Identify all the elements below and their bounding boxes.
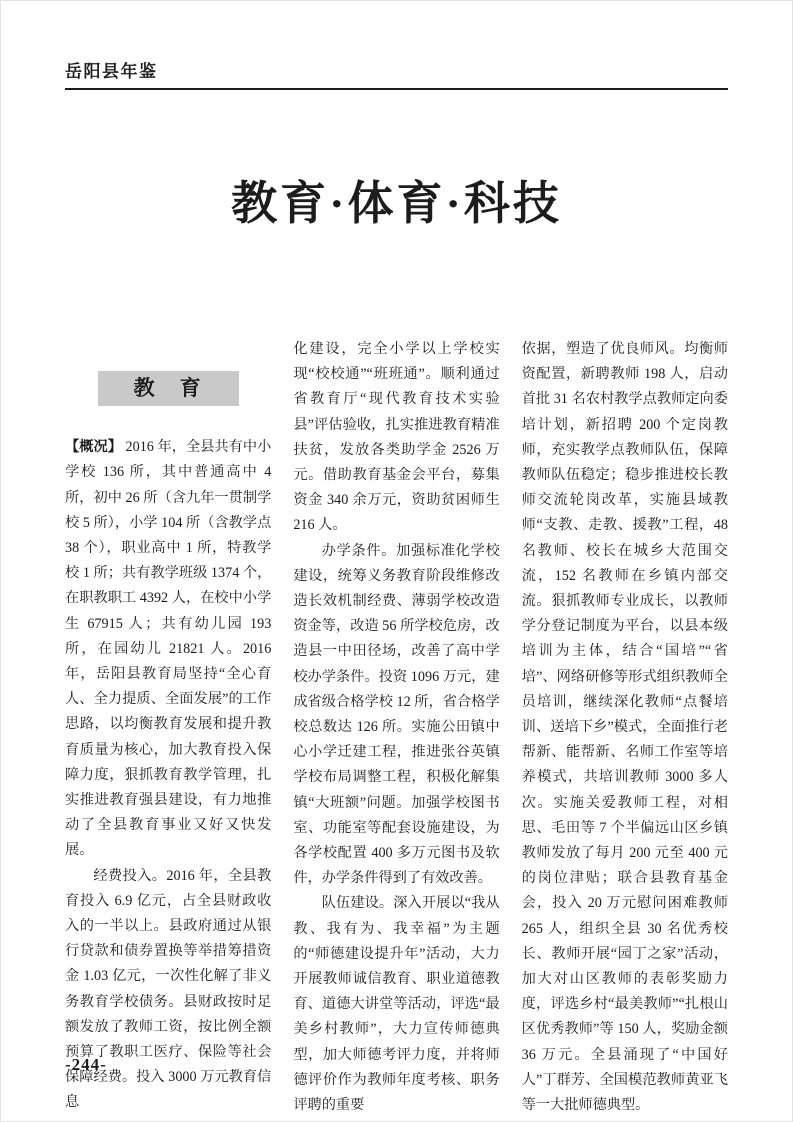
paragraph: 化建设，完全小学以上学校实现“校校通”“班班通”。顺利通过省教育厅“现代教育技术实验县”评估验收，扎实推进教育精准扶贫，发放各类助学金 2526 万元。借助教育基金会平台，募集资金 340 余万元，资助贫困师生 216 人。 bbox=[293, 341, 500, 534]
header-rule bbox=[65, 88, 728, 90]
column-3-text bbox=[522, 337, 728, 1118]
section-heading: 教 育 bbox=[98, 371, 239, 406]
paragraph: 经费投入。2016 年，全县教育投入 6.9 亿元，占全县财政收入的一半以上。县政府通过从银行贷款和债券置换等举措筹措资金 1.03 亿元，一次性化解了非义务教育学校债务。县财政按时足额发放了教师工资，按比例全额预算了教职工医疗、保险等社会保障经费。投入 3000 万元教育信息 bbox=[65, 867, 272, 1111]
paragraph: 办学条件。加强标准化学校建设，统筹义务教育阶段维修改造长效机制经费、薄弱学校改造资金等，改造 56 所学校危房，改造县一中田径场，改善了高中学校办学条件。投资 1096 万元，建成省级合格学校 12 所，省合格学校总数达 126 所。实施公田镇中心小学迁建工程，推进张谷英镇学校布局调整工程，积极化解集镇“大班额”问题。加强学校图书室、功能室等配套设施建设，为各学校配置 400 多万元图书及软件，办学条件得到了有效改善。 bbox=[293, 542, 500, 887]
column-1-text bbox=[65, 435, 271, 1115]
section-heading-wrap bbox=[65, 371, 271, 406]
page-number: -244- bbox=[65, 1055, 107, 1074]
page-title: 教育·体育·科技 bbox=[231, 178, 562, 229]
paragraph-lead: 【概况】 bbox=[65, 439, 122, 456]
column-3 bbox=[521, 337, 728, 1114]
paragraph: 依据，塑造了优良师风。均衡师资配置，新聘教师 198 人，启动首批 31 名农村教学点教师定向委培计划，新招聘 200 个定岗教师，充实教学点教师队伍，保障教师队伍稳定；稳步推进校长教师交流轮岗改革，实施县域教师“支教、走教、援教”工程，48 名教师、校长在城乡大范围交流，152 名教师在乡镇内部交流。狠抓教师专业成长，以教师学分登记制度为平台，以县本级培训为主体，结合“国培”“省培”、网络研修等形式组织教师全员培训，继续深化教师“点餐培训、送培下乡”模式，全面推行老帮新、能帮新、名师工作室等培养模式，共培训教师 3000 多人次。实施关爱教师工程，对相思、毛田等 7 个半偏远山区乡镇教师发放了每月 200 元至 400 元的岗位津贴；联合县教育基金会，投入 20 万元慰问困难教师 265 人，组织全县 30 名优秀校长、教师开展“园丁之家”活动，加大对山区教师的表彰奖励力度，评选乡村“最美教师”“扎根山区优秀教师”等 150 人，奖励金额 36 万元。全县涌现了“中国好人”丁群芳、全国模范教师黄亚飞等一大批师德典型。 bbox=[521, 341, 728, 1114]
paragraph: 队伍建设。深入开展以“我从教、我有为、我幸福”为主题的“师德建设提升年”活动，大力开展教师诚信教育、职业道德教育、道德大讲堂等活动，评选“最美乡村教师”，大力宣传师德典型，加大师德考评力度，并将师德评价作为教师年度考核、职务评聘的重要 bbox=[293, 895, 500, 1114]
running-header: 岳阳县年鉴 bbox=[65, 62, 158, 81]
column-2 bbox=[293, 337, 500, 1114]
paragraph: 【概况】 2016 年，全县共有中小学校 136 所，其中普通高中 4 所，初中 26 所（含九年一贯制学校 5 所），小学 104 所（含教学点 38 个），职业高中 1 所，特教学校 1 所；共有教学班级 1374 个，在职教职工 4392 人，在校中小学生 67915 人；共有幼儿园 193 所，在园幼儿 21821 人。2016 年，岳阳县教育局坚持“全心育人、全力提质、全面发展”的工作思路，以均衡教育发展和提升教育质量为核心，加大教育投入保障力度，狠抓教育教学管理，扎实推进教育强县建设，有力地推动了全县教育事业又好又快发展。 bbox=[65, 439, 272, 859]
column-2-text bbox=[293, 337, 499, 1118]
